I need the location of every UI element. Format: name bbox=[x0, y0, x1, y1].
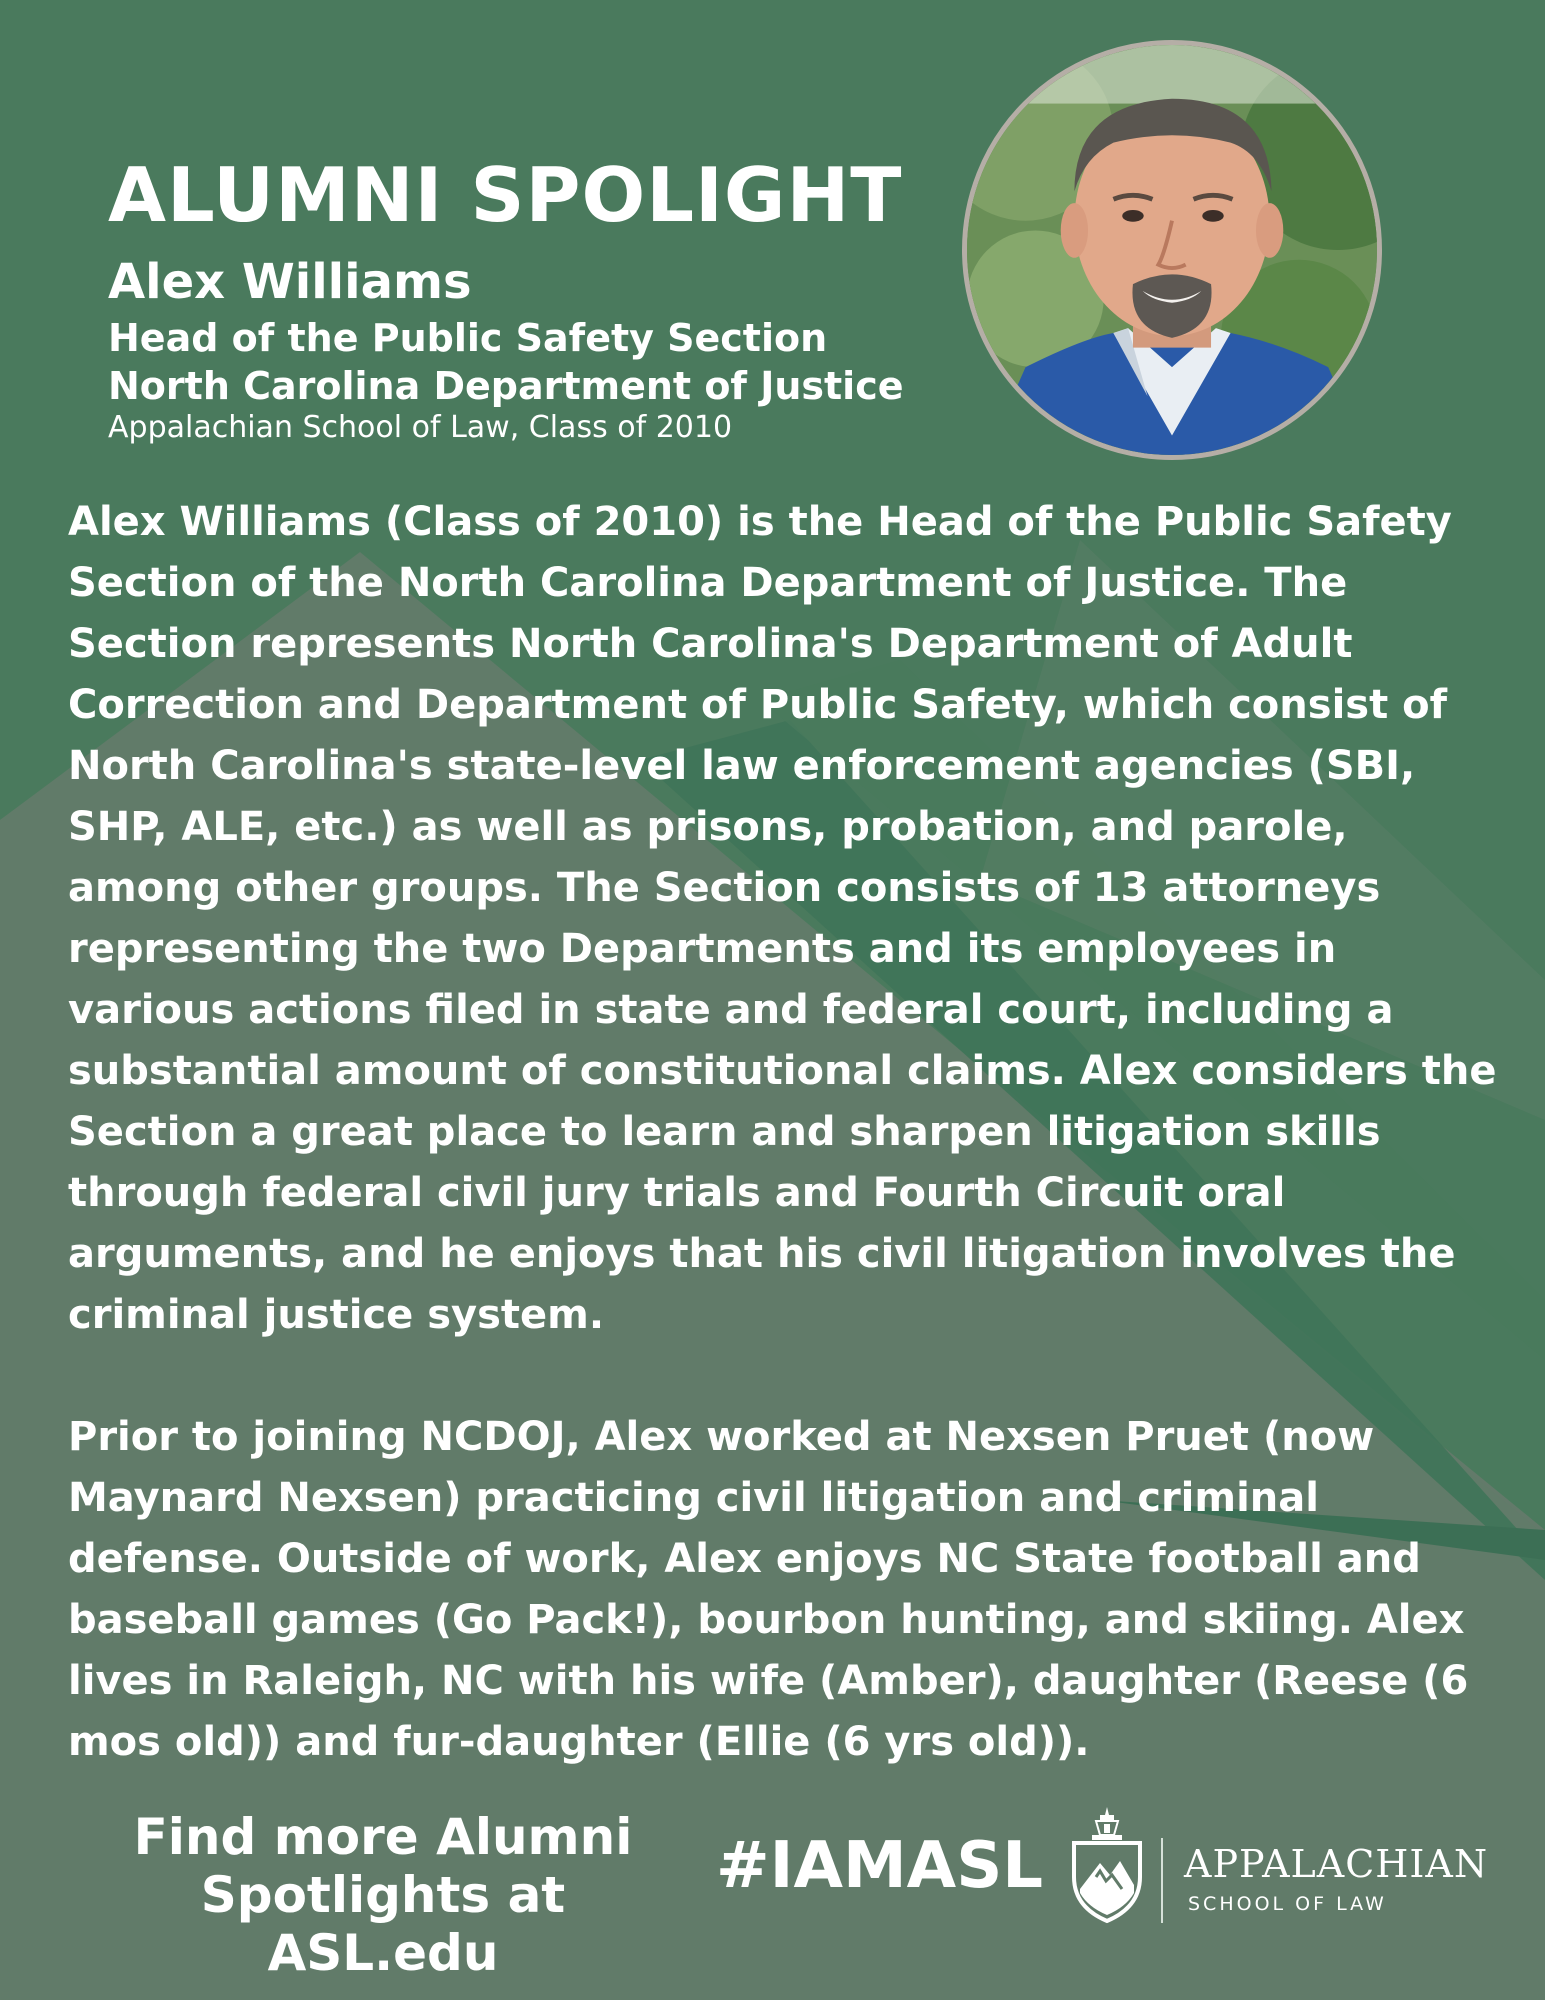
portrait-illustration bbox=[967, 45, 1377, 455]
bio-line: Section a great place to learn and sharpen litigation skills bbox=[68, 1109, 1381, 1155]
cta-line-1: Find more Alumni bbox=[133, 1808, 633, 1866]
logo-school-subtitle: SCHOOL OF LAW bbox=[1188, 1893, 1387, 1915]
bio-line: Alex Williams (Class of 2010) is the Head of the Public Safety bbox=[68, 499, 1452, 545]
logo-school-name: APPALACHIAN bbox=[1184, 1842, 1489, 1886]
school-crest-icon bbox=[1066, 1805, 1148, 1925]
bio-line: criminal justice system. bbox=[68, 1292, 605, 1338]
bio-line: defense. Outside of work, Alex enjoys NC State football and bbox=[68, 1536, 1421, 1582]
cta-line-2: Spotlights at ASL.edu bbox=[200, 1866, 566, 1982]
bio-line: Maynard Nexsen) practicing civil litigation and criminal bbox=[68, 1475, 1319, 1521]
hashtag: #IAMASL bbox=[716, 1829, 1044, 1903]
role-line-2: North Carolina Department of Justice bbox=[108, 364, 904, 408]
bio-line: SHP, ALE, etc.) as well as prisons, probation, and parole, bbox=[68, 804, 1348, 850]
bio-line: arguments, and he enjoys that his civil litigation involves the bbox=[68, 1231, 1456, 1277]
bio-line: mos old)) and fur-daughter (Ellie (6 yrs old)). bbox=[68, 1719, 1090, 1765]
bio-paragraph-1 bbox=[68, 492, 1508, 1346]
bio-line: among other groups. The Section consists of 13 attorneys bbox=[68, 865, 1381, 911]
school-logo bbox=[1066, 1805, 1489, 1925]
bio-line: representing the two Departments and its employees in bbox=[68, 926, 1337, 972]
alumni-role bbox=[108, 316, 904, 412]
logo-divider bbox=[1161, 1838, 1163, 1923]
bio-line: various actions filed in state and federal court, including a bbox=[68, 987, 1394, 1033]
bio-line: through federal civil jury trials and Fourth Circuit oral bbox=[68, 1170, 1286, 1216]
bio-line: Section represents North Carolina's Department of Adult bbox=[68, 621, 1353, 667]
portrait-photo bbox=[962, 40, 1382, 460]
bio-line: substantial amount of constitutional claims. Alex considers the bbox=[68, 1048, 1497, 1094]
bio-line: Section of the North Carolina Department of Justice. The bbox=[68, 560, 1348, 606]
bio-line: Correction and Department of Public Safety, which consist of bbox=[68, 682, 1448, 728]
bio-line: North Carolina's state-level law enforcement agencies (SBI, bbox=[68, 743, 1416, 789]
alumni-name: Alex Williams bbox=[108, 254, 472, 310]
bio-line: lives in Raleigh, NC with his wife (Amber), daughter (Reese (6 bbox=[68, 1658, 1469, 1704]
role-line-1: Head of the Public Safety Section bbox=[108, 316, 828, 360]
class-year: Appalachian School of Law, Class of 2010 bbox=[108, 410, 733, 445]
bio-line: Prior to joining NCDOJ, Alex worked at Nexsen Pruet (now bbox=[68, 1414, 1375, 1460]
find-more-link[interactable] bbox=[88, 1808, 678, 1982]
paragraph-gap bbox=[68, 1346, 1508, 1407]
bio-paragraph-2 bbox=[68, 1407, 1508, 1773]
page-title: ALUMNI SPOLIGHT bbox=[108, 151, 903, 239]
bio-text bbox=[68, 492, 1508, 1773]
bio-line: baseball games (Go Pack!), bourbon hunting, and skiing. Alex bbox=[68, 1597, 1465, 1643]
